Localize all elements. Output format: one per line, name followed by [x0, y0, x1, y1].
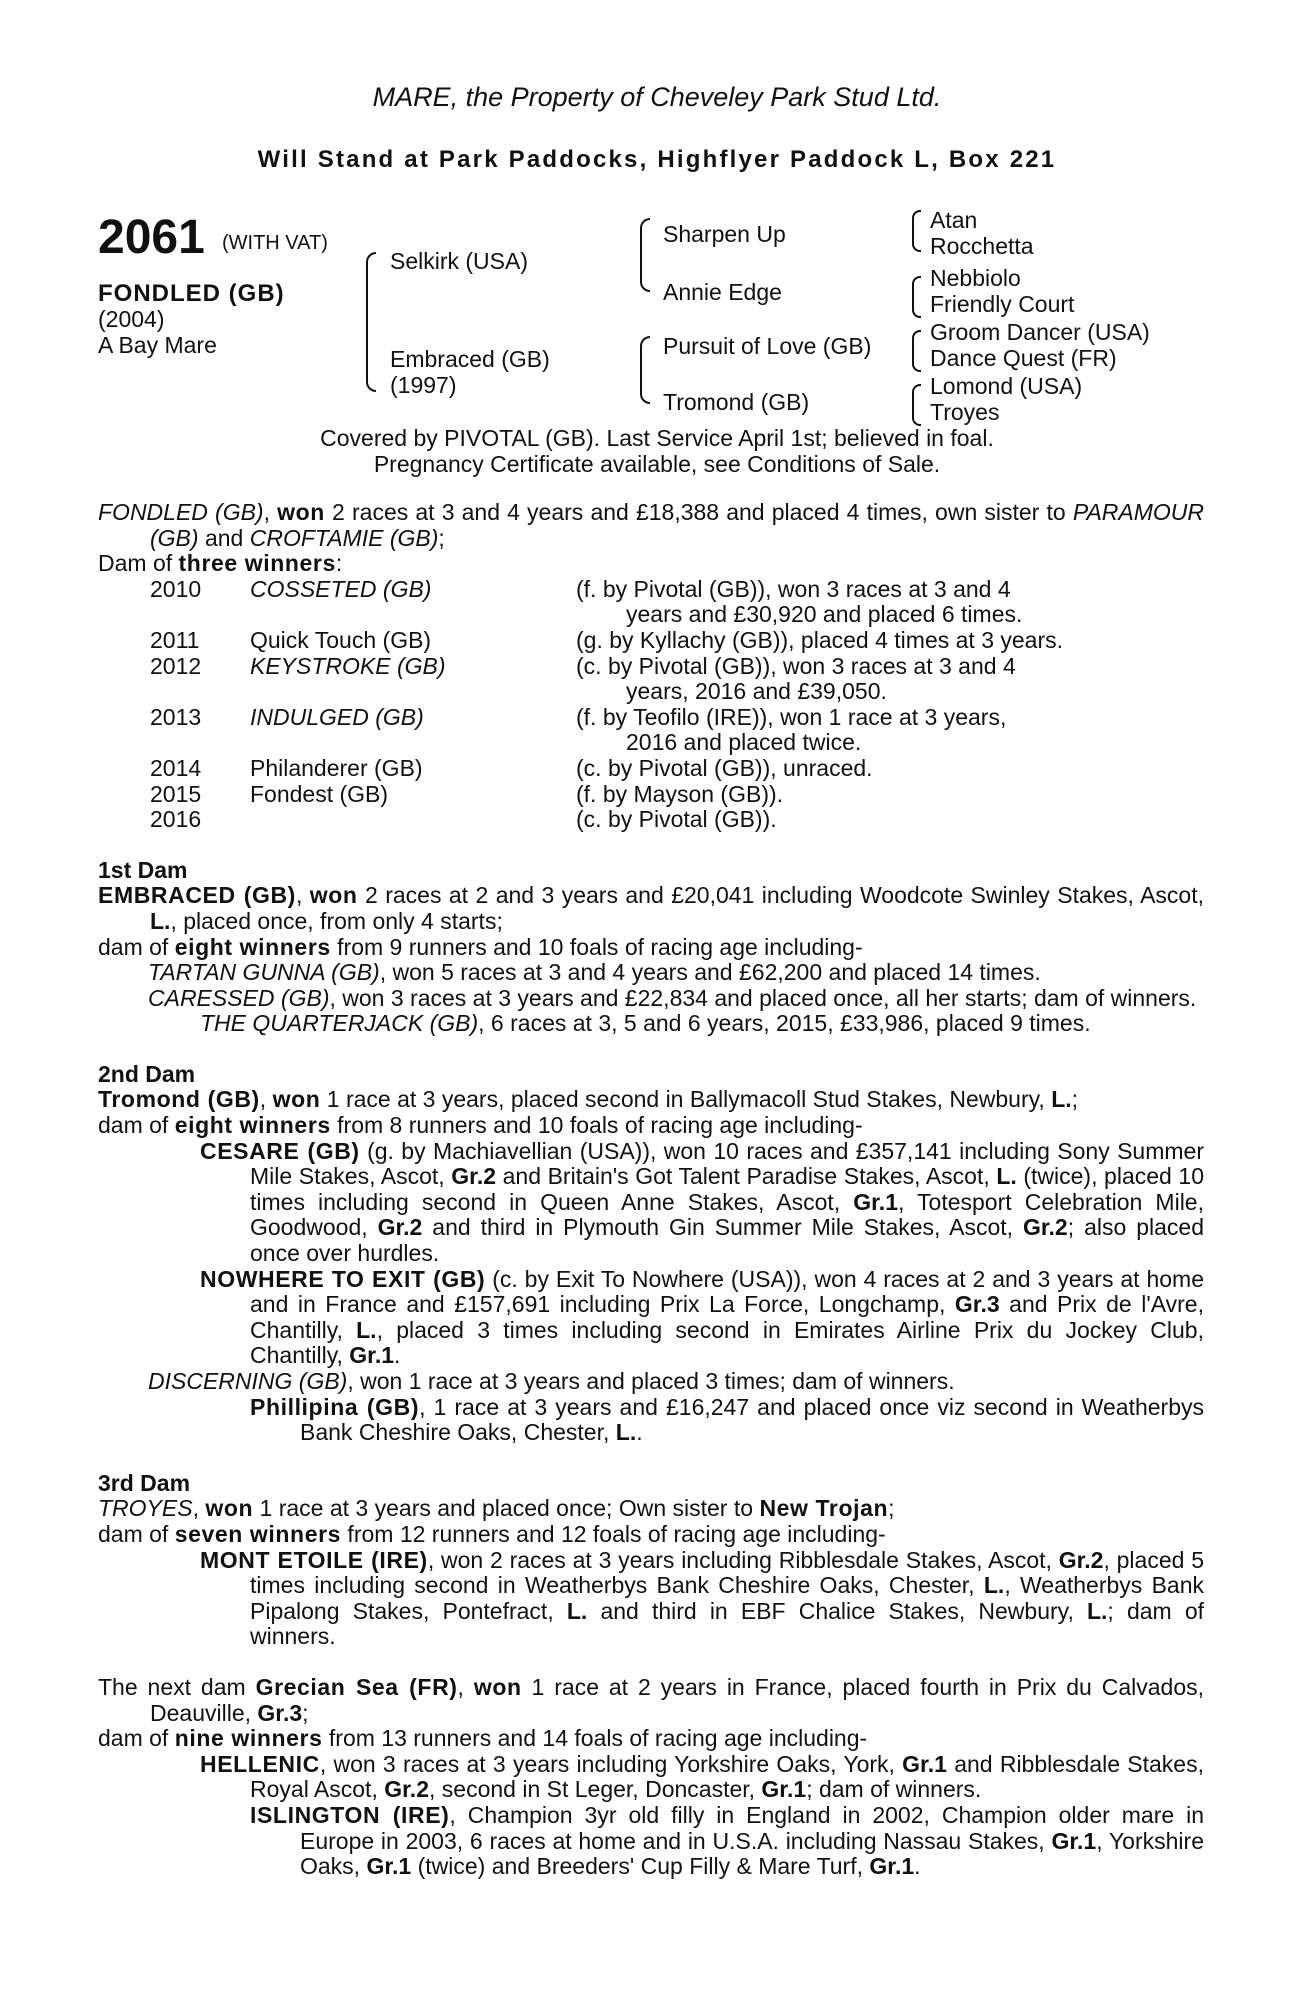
second-dam-produce-item: DISCERNING (GB), won 1 race at 3 years and placed 3 times; dam of winners.: [148, 1368, 955, 1394]
next-dam-grandproduce-item: ISLINGTON (IRE), Champion 3yr old filly in England in 2002, Champion older mare in Europe in 2003, 6 races at home and in U.S.A. including Nassau Stakes, Gr.1, Yorkshire Oaks, Gr.1 (twice) and Breeders' Cup Filly & Mare Turf, Gr.1.: [250, 1801, 1204, 1880]
mare-summary: FONDLED (GB), won 2 races at 3 and 4 years and £18,388 and placed 4 times, own sister to PARAMOUR (GB) and CROFTAMIE (GB);: [98, 499, 1205, 551]
pedigree-g3-5: Groom Dancer (USA): [930, 319, 1150, 345]
second-dam-produce: dam of eight winners from 8 runners and 10 foals of racing age including-: [98, 1112, 863, 1139]
progeny-row: 2016 (c. by Pivotal (GB)).: [150, 806, 777, 833]
third-dam-produce: dam of seven winners from 12 runners and 12 foals of racing age including-: [98, 1520, 886, 1547]
pedigree-bracket-sire: [640, 218, 650, 292]
dam-of-line: Dam of three winners:: [98, 550, 343, 577]
progeny-row: 2012 KEYSTROKE (GB) (c. by Pivotal (GB)), won 3 races at 3 and 4: [150, 652, 1016, 679]
pedigree-g3-7: Lomond (USA): [930, 373, 1083, 399]
pedigree-bracket-dam: [640, 336, 650, 404]
next-dam-record: The next dam Grecian Sea (FR), won 1 race at 2 years in France, placed fourth in Prix du Calvados, Deauville, Gr.3;: [98, 1673, 1204, 1726]
third-dam-produce-item: MONT ETOILE (IRE), won 2 races at 3 years including Ribblesdale Stakes, Ascot, Gr.2, placed 5 times including second in Weatherbys Bank Cheshire Oaks, Chester, L., Weatherbys Bank Pipalong Stakes, Pontefract, L. and third in EBF Chalice Stakes, Newbury, L.; dam of winners.: [200, 1546, 1204, 1650]
third-dam-record: TROYES, won 1 race at 3 years and placed once; Own sister to New Trojan;: [98, 1495, 895, 1522]
horse-foaled: (2004): [98, 306, 165, 332]
pedigree-dam-year: (1997): [390, 372, 457, 398]
pedigree-dam: Embraced (GB): [390, 346, 550, 372]
page-title: MARE, the Property of Cheveley Park Stud Ltd.: [372, 82, 942, 112]
first-dam-produce-item: TARTAN GUNNA (GB), won 5 races at 3 and 4 years and £62,200 and placed 14 times.: [148, 959, 1041, 986]
next-dam-produce-item: HELLENIC, won 3 races at 3 years including Yorkshire Oaks, York, Gr.1 and Ribblesdale Stakes, Royal Ascot, Gr.2, second in St Leger, Doncaster, Gr.1; dam of winners.: [200, 1750, 1204, 1803]
first-dam-heading: 1st Dam: [98, 856, 188, 883]
covered-note: Covered by PIVOTAL (GB). Last Service April 1st; believed in foal.: [320, 425, 994, 451]
progeny-row: 2013 INDULGED (GB) (f. by Teofilo (IRE)), won 1 race at 3 years,: [150, 703, 1007, 730]
second-dam-grandproduce-item: Phillipina (GB), 1 race at 3 years and £16,247 and placed once viz second in Weatherbys Bank Cheshire Oaks, Chester, L..: [250, 1393, 1204, 1446]
progeny-row-cont: years, 2016 and £39,050.: [626, 678, 887, 705]
third-dam-heading: 3rd Dam: [98, 1469, 191, 1496]
first-dam-produce-item: THE QUARTERJACK (GB), 6 races at 3, 5 and 6 years, 2015, £33,986, placed 9 times.: [200, 1010, 1091, 1037]
second-dam-record: Tromond (GB), won 1 race at 3 years, placed second in Ballymacoll Stud Stakes, Newbury, L.;: [98, 1086, 1079, 1113]
second-dam-heading: 2nd Dam: [98, 1060, 196, 1087]
pedigree-bracket-g3-1: [912, 210, 921, 252]
pedigree-bracket-g3-2: [912, 276, 921, 318]
horse-name: FONDLED (GB): [98, 280, 285, 307]
first-dam-record: EMBRACED (GB), won 2 races at 2 and 3 years and £20,041 including Woodcote Swinley Stakes, Ascot, L., placed once, from only 4 starts;: [98, 882, 1205, 934]
pedigree-sire-sire: Sharpen Up: [663, 221, 786, 247]
pedigree-g3-6: Dance Quest (FR): [930, 345, 1117, 371]
horse-description: A Bay Mare: [98, 332, 217, 358]
pedigree-g3-4: Friendly Court: [930, 291, 1075, 317]
first-dam-produce-item: CARESSED (GB), won 3 races at 3 years and £22,834 and placed once, all her starts; dam of winners.: [148, 984, 1197, 1011]
pedigree-g3-2: Rocchetta: [930, 233, 1034, 259]
first-dam-produce: dam of eight winners from 9 runners and 10 foals of racing age including-: [98, 933, 863, 960]
pedigree-sire: Selkirk (USA): [390, 248, 529, 274]
vat-note: (WITH VAT): [222, 232, 328, 254]
pedigree-g3-1: Atan: [930, 207, 978, 233]
second-dam-produce-item: NOWHERE TO EXIT (GB) (c. by Exit To Nowhere (USA)), won 4 races at 2 and 3 years at home and in France and £157,691 including Prix La Force, Longchamp, Gr.3 and Prix de l'Avre, Chantilly, L., placed 3 times including second in Emirates Airline Prix du Jockey Club, Chantilly, Gr.1.: [200, 1265, 1204, 1369]
second-dam-produce-item: CESARE (GB) (g. by Machiavellian (USA)), won 10 races and £357,141 including Sony Summer Mile Stakes, Ascot, Gr.2 and Britain's Got Talent Paradise Stakes, Ascot, L. (twice), placed 10 times including second in Queen Anne Stakes, Ascot, Gr.1, Totesport Celebration Mile, Goodwood, Gr.2 and third in Plymouth Gin Summer Mile Stakes, Ascot, Gr.2; also placed once over hurdles.: [200, 1137, 1204, 1267]
progeny-row: 2015 Fondest (GB) (f. by Mayson (GB)).: [150, 780, 784, 807]
progeny-row: 2011 Quick Touch (GB) (g. by Kyllachy (GB)), placed 4 times at 3 years.: [150, 626, 1064, 653]
pedigree-sire-dam: Annie Edge: [663, 279, 782, 305]
pedigree-g3-8: Troyes: [930, 399, 1000, 425]
progeny-row-cont: years and £30,920 and placed 6 times.: [626, 601, 1023, 628]
pregnancy-note: Pregnancy Certificate available, see Conditions of Sale.: [373, 451, 941, 477]
progeny-row: 2014 Philanderer (GB) (c. by Pivotal (GB)), unraced.: [150, 754, 873, 781]
pedigree-bracket-g3-3: [912, 330, 921, 372]
next-dam-produce: dam of nine winners from 13 runners and 14 foals of racing age including-: [98, 1725, 868, 1752]
pedigree-bracket-main: [366, 252, 376, 392]
pedigree-dam-sire: Pursuit of Love (GB): [663, 333, 872, 359]
catalogue-body: [98, 500, 1204, 1880]
progeny-row: 2010 COSSETED (GB) (f. by Pivotal (GB)), won 3 races at 3 and 4: [150, 575, 1011, 602]
lot-number: 2061: [98, 211, 205, 264]
progeny-list: [98, 577, 1204, 833]
pedigree-g3-3: Nebbiolo: [930, 265, 1021, 291]
pedigree-dam-dam: Tromond (GB): [663, 389, 810, 415]
stand-location: Will Stand at Park Paddocks, Highflyer Paddock L, Box 221: [257, 146, 1057, 173]
progeny-row-cont: 2016 and placed twice.: [626, 729, 862, 756]
pedigree-bracket-g3-4: [912, 384, 921, 426]
